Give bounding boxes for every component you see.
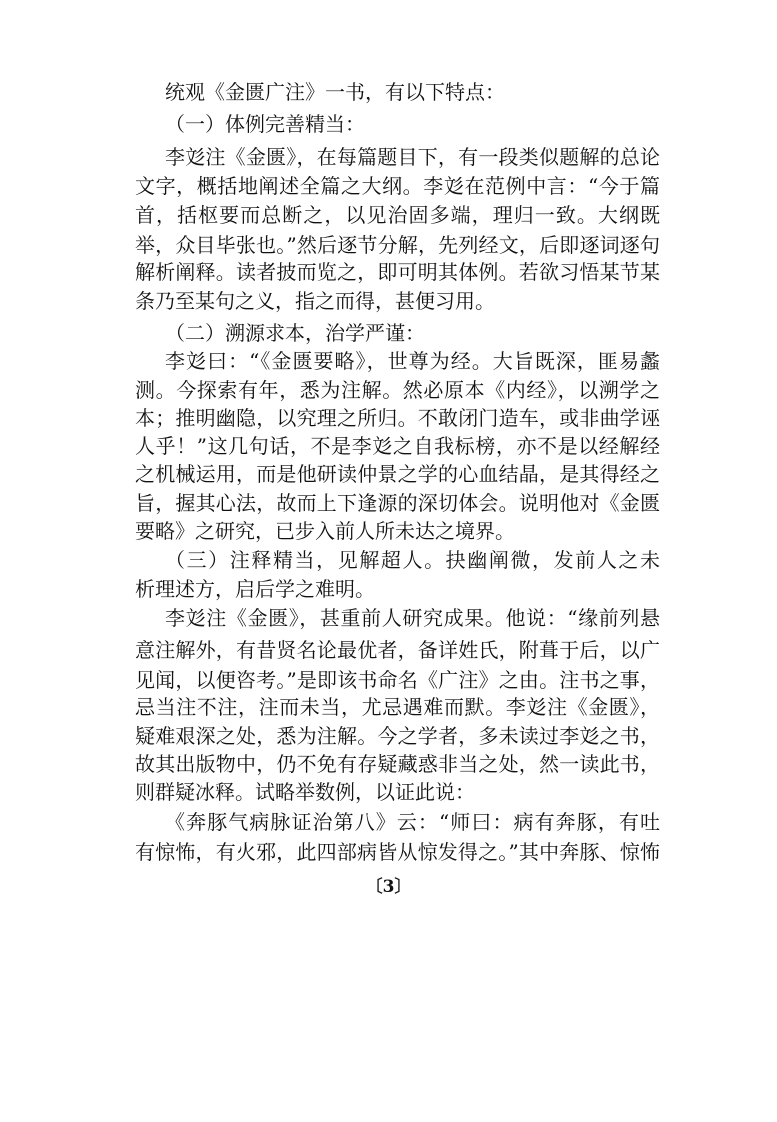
text-line: 条乃至某句之义，指之而得，甚便习用。 — [135, 289, 495, 313]
text-line: 见闻，以便咨考。”是即该书命名《广注》之由。注书之事， — [135, 668, 660, 692]
text-line: 文字，概括地阐述全篇之大纲。李彣在范例中言：“今于篇 — [135, 174, 660, 198]
text-line: 意注解外，有昔贤名论最优者，备详姓氏，附葺于后，以广 — [135, 638, 660, 662]
text-line: （三）注释精当，见解超人。抉幽阐微，发前人之未 — [165, 548, 660, 572]
text-line: 旨，握其心法，故而上下逢源的深切体会。说明他对《金匮 — [135, 491, 660, 515]
text-line: 李彣曰：“《金匮要略》，世尊为经。大旨既深，匪易蠡 — [165, 349, 660, 373]
text-line: 有惊怖，有火邪，此四部病皆从惊发得之。”其中奔豚、惊怖 — [135, 840, 660, 864]
text-line: 测。今探索有年，悉为注解。然必原本《内经》，以溯学之 — [135, 378, 660, 402]
text-line: 统观《金匮广注》一书，有以下特点： — [165, 80, 505, 104]
text-line: 李彣注《金匮》，在每篇题目下，有一段类似题解的总论 — [165, 145, 660, 169]
text-line: 析理述方，启后学之难明。 — [135, 577, 375, 601]
text-line: 人乎！”这几句话，不是李彣之自我标榜，亦不是以经解经 — [135, 434, 660, 458]
text-line: 举，众目毕张也。”然后逐节分解，先列经文，后即逐词逐句 — [135, 233, 660, 257]
text-line: 李彣注《金匮》，甚重前人研究成果。他说：“缘前列悬 — [165, 606, 660, 630]
text-line: 故其出版物中，仍不免有存疑藏惑非当之处，然一读此书， — [135, 752, 660, 776]
text-line: 则群疑冰释。试略举数例，以证此说： — [135, 780, 475, 804]
text-line: （一）体例完善精当： — [165, 112, 365, 136]
text-line: 本；推明幽隐，以究理之所归。不敢闭门造车，或非曲学诬 — [135, 406, 660, 430]
text-line: 忌当注不注，注而未当，尤忌遇难而默。李彣注《金匮》， — [135, 695, 660, 719]
text-line: 首，括枢要而总断之，以见治固多端，理归一致。大纲既 — [135, 203, 660, 227]
page-number: 〔3〕 — [365, 877, 412, 897]
text-line: 疑难艰深之处，悉为注解。今之学者，多未读过李彣之书， — [135, 724, 660, 748]
text-line: 解析阐释。读者披而览之，即可明其体例。若欲习悟某节某 — [135, 260, 660, 284]
text-line: （二）溯源求本，治学严谨： — [165, 321, 425, 345]
text-line: 之机械运用，而是他研读仲景之学的心血结晶，是其得经之 — [135, 462, 660, 486]
text-line: 《奔豚气病脉证治第八》云：“师曰：病有奔豚，有吐 — [165, 810, 660, 834]
text-line: 要略》之研究，已步入前人所未达之境界。 — [135, 519, 515, 543]
